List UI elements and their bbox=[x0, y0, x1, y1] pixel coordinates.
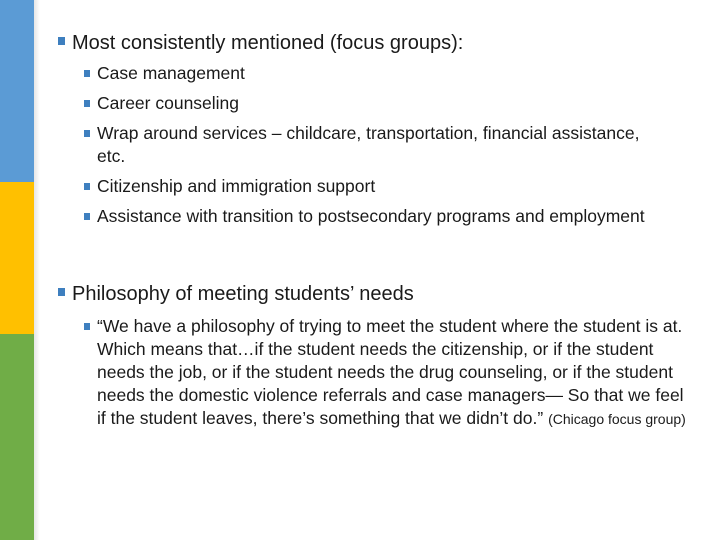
section-heading-text: Most consistently mentioned (focus groups): bbox=[72, 32, 464, 54]
square-bullet-icon bbox=[84, 323, 90, 330]
list-item bbox=[84, 92, 700, 115]
square-bullet-icon bbox=[58, 288, 65, 296]
accent-bar-green bbox=[0, 334, 34, 540]
list-item bbox=[84, 122, 652, 168]
quote-text-block bbox=[97, 315, 696, 431]
section-heading-text: Philosophy of meeting students’ needs bbox=[72, 283, 414, 305]
list-item-text: Case management bbox=[97, 63, 245, 83]
accent-bar-yellow bbox=[0, 182, 34, 334]
square-bullet-icon bbox=[84, 100, 90, 107]
quote-text: “We have a philosophy of trying to meet the student where the student is at. Which means that…if the student needs the citizenship, or if the student needs the job, or if the student needs the drug counseling, or if the student needs the domestic violence referrals and case managers— So that we feel if the student leaves, there’s something that we didn’t do.” bbox=[97, 316, 684, 428]
list-item-text: Assistance with transition to postsecondary programs and employment bbox=[97, 206, 645, 226]
square-bullet-icon bbox=[58, 37, 65, 45]
accent-bar-blue bbox=[0, 0, 34, 182]
section-heading-philosophy bbox=[58, 282, 414, 306]
quote-attribution: (Chicago focus group) bbox=[548, 411, 686, 427]
list-item-text: Citizenship and immigration support bbox=[97, 176, 376, 196]
quote-item bbox=[84, 315, 696, 431]
accent-bar-shadow bbox=[34, 0, 40, 540]
square-bullet-icon bbox=[84, 70, 90, 77]
list-item-text: Wrap around services – childcare, transportation, financial assistance, etc. bbox=[97, 123, 640, 166]
list-item-text: Career counseling bbox=[97, 93, 240, 113]
square-bullet-icon bbox=[84, 183, 90, 190]
list-item bbox=[84, 62, 700, 85]
square-bullet-icon bbox=[84, 130, 90, 137]
square-bullet-icon bbox=[84, 213, 90, 220]
list-item bbox=[84, 205, 650, 228]
list-item bbox=[84, 175, 700, 198]
section-heading-services bbox=[58, 31, 463, 55]
